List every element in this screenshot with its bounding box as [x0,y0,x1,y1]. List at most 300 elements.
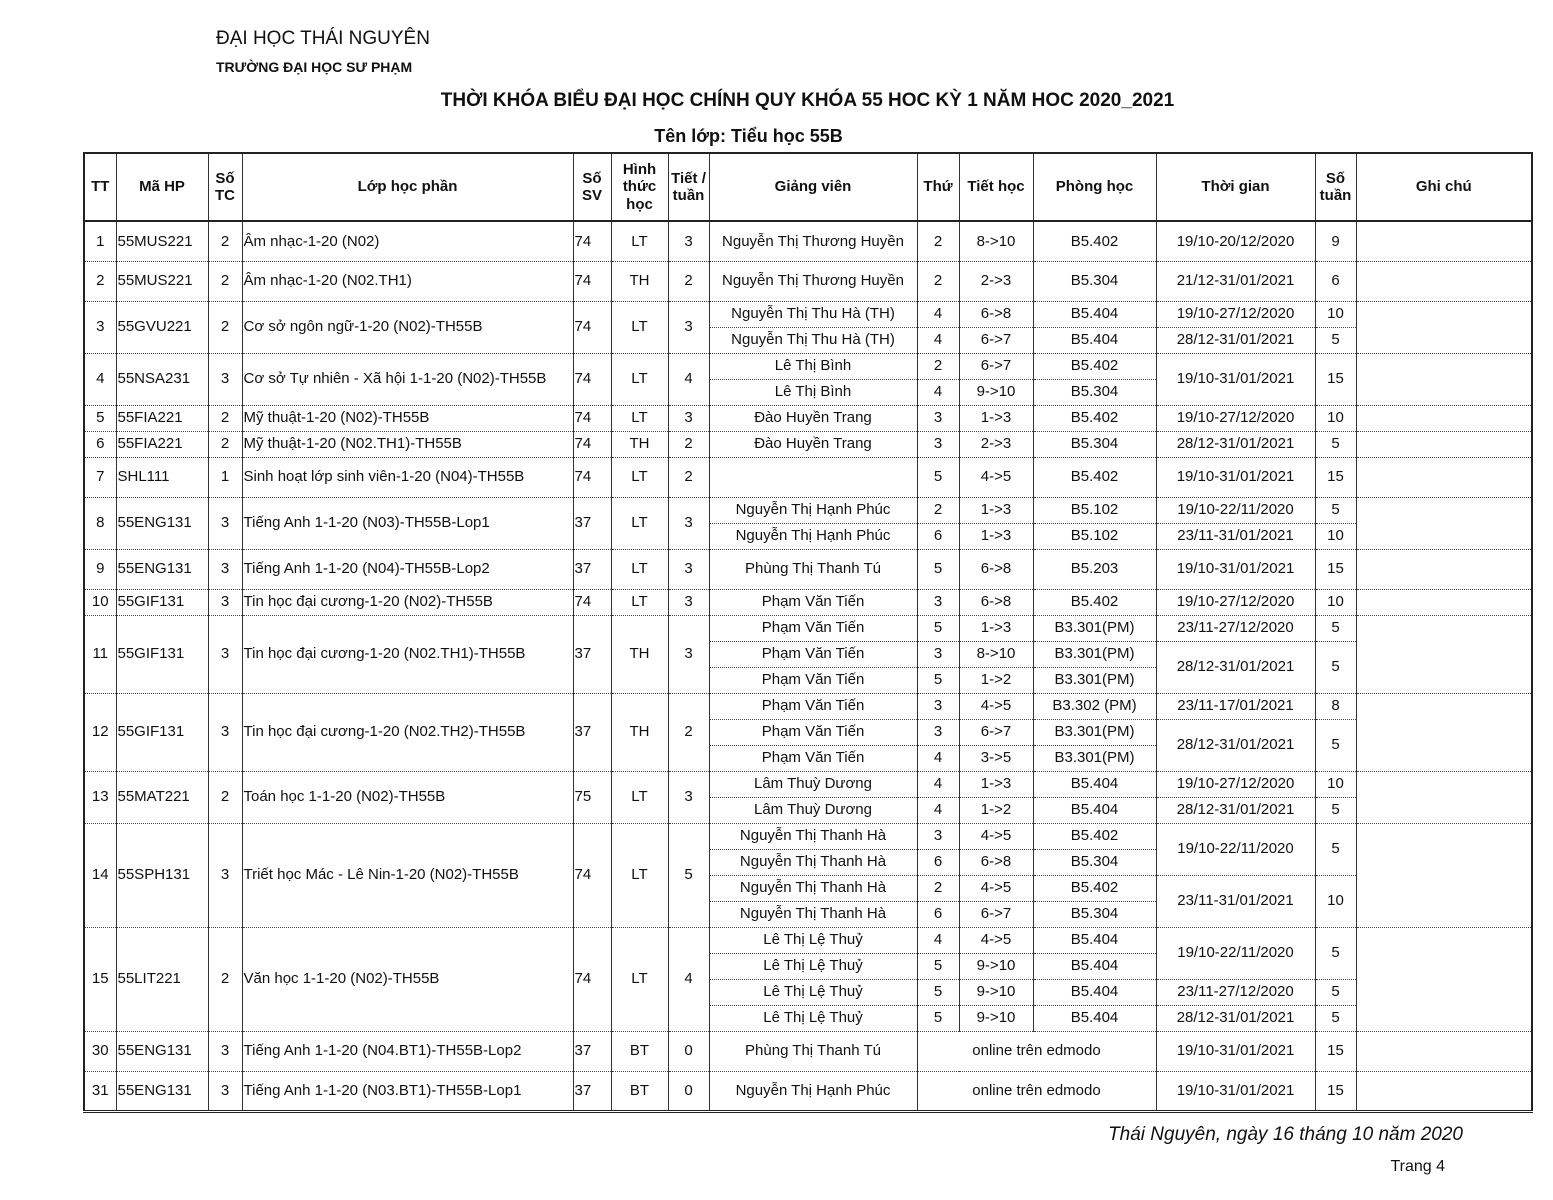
periods: 4->5 [959,927,1033,953]
periods: 6->7 [959,901,1033,927]
week-count: 5 [1315,641,1356,693]
notes-cell [1356,353,1532,405]
row-number: 5 [84,405,116,431]
study-form: LT [611,589,668,615]
duration: 28/12-31/01/2021 [1156,641,1315,693]
credits: 3 [208,1031,242,1071]
table-row [84,927,1532,953]
lecturer: Phùng Thị Thanh Tú [709,549,917,589]
duration: 19/10-22/11/2020 [1156,497,1315,523]
study-form: TH [611,431,668,457]
course-section: Toán học 1-1-20 (N02)-TH55B [242,771,573,823]
notes-cell [1356,927,1532,1031]
week-count: 15 [1315,353,1356,405]
lecturer: Phạm Văn Tiến [709,667,917,693]
row-number: 9 [84,549,116,589]
course-code: 55FIA221 [116,405,208,431]
col-course-code-header: Mã HP [116,153,208,221]
week-count: 15 [1315,1031,1356,1071]
row-number: 4 [84,353,116,405]
week-count: 5 [1315,1005,1356,1031]
row-number: 6 [84,431,116,457]
periods-per-week: 0 [668,1071,709,1111]
notes-cell [1356,405,1532,431]
row-number: 8 [84,497,116,549]
room: B5.402 [1033,589,1156,615]
duration: 19/10-27/12/2020 [1156,771,1315,797]
lecturer: Lê Thị Bình [709,379,917,405]
weekday: 2 [917,353,959,379]
col-students-header: Số SV [573,153,611,221]
duration: 19/10-20/12/2020 [1156,221,1315,261]
col-tt-header: TT [84,153,116,221]
course-code: 55GIF131 [116,589,208,615]
table-row [84,615,1532,641]
course-section: Âm nhạc-1-20 (N02.TH1) [242,261,573,301]
periods: 6->7 [959,719,1033,745]
lecturer: Đào Huyền Trang [709,405,917,431]
course-code: SHL111 [116,457,208,497]
duration: 23/11-27/12/2020 [1156,615,1315,641]
weekday: 5 [917,1005,959,1031]
room: B3.301(PM) [1033,745,1156,771]
room: B5.404 [1033,771,1156,797]
room: B5.304 [1033,431,1156,457]
weekday: 5 [917,615,959,641]
periods: 2->3 [959,261,1033,301]
timetable [83,152,1533,1113]
weekday: 3 [917,823,959,849]
course-code: 55SPH131 [116,823,208,927]
table-row [84,1031,1532,1071]
study-form: TH [611,615,668,693]
periods: 9->10 [959,979,1033,1005]
table-row [84,301,1532,327]
course-section: Triết học Mác - Lê Nin-1-20 (N02)-TH55B [242,823,573,927]
study-form: LT [611,353,668,405]
room: B5.102 [1033,497,1156,523]
periods: 6->8 [959,549,1033,589]
periods-per-week: 3 [668,497,709,549]
periods-per-week: 2 [668,457,709,497]
study-form: LT [611,301,668,353]
row-number: 14 [84,823,116,927]
course-section: Sinh hoạt lớp sinh viên-1-20 (N04)-TH55B [242,457,573,497]
periods: 9->10 [959,379,1033,405]
lecturer: Nguyễn Thị Thương Huyền [709,261,917,301]
notes-cell [1356,1031,1532,1071]
table-row [84,221,1532,261]
periods: 4->5 [959,875,1033,901]
lecturer: Nguyễn Thị Hạnh Phúc [709,1071,917,1111]
lecturer: Nguyễn Thị Thanh Hà [709,901,917,927]
room: B5.402 [1033,221,1156,261]
course-section: Tiếng Anh 1-1-20 (N04.BT1)-TH55B-Lop2 [242,1031,573,1071]
weekday: 4 [917,379,959,405]
weekday: 2 [917,875,959,901]
room: B5.404 [1033,927,1156,953]
room: B3.302 (PM) [1033,693,1156,719]
duration: 28/12-31/01/2021 [1156,327,1315,353]
study-form: LT [611,221,668,261]
col-periods-per-week-header: Tiết / tuần [668,153,709,221]
student-count: 74 [573,353,611,405]
duration: 23/11-17/01/2021 [1156,693,1315,719]
room: B3.301(PM) [1033,615,1156,641]
course-section: Mỹ thuật-1-20 (N02.TH1)-TH55B [242,431,573,457]
online-note: online trên edmodo [917,1071,1156,1111]
table-row [84,405,1532,431]
periods: 4->5 [959,823,1033,849]
room: B5.304 [1033,261,1156,301]
duration: 19/10-22/11/2020 [1156,823,1315,875]
lecturer: Nguyễn Thị Hạnh Phúc [709,523,917,549]
online-note: online trên edmodo [917,1031,1156,1071]
periods: 1->2 [959,797,1033,823]
course-code: 55FIA221 [116,431,208,457]
duration: 28/12-31/01/2021 [1156,797,1315,823]
weekday: 3 [917,405,959,431]
room: B3.301(PM) [1033,719,1156,745]
table-row [84,589,1532,615]
week-count: 15 [1315,549,1356,589]
periods: 6->7 [959,327,1033,353]
row-number: 7 [84,457,116,497]
lecturer: Đào Huyền Trang [709,431,917,457]
course-code: 55NSA231 [116,353,208,405]
student-count: 74 [573,261,611,301]
table-row [84,431,1532,457]
credits: 2 [208,771,242,823]
student-count: 37 [573,1031,611,1071]
col-weekday-header: Thứ [917,153,959,221]
credits: 3 [208,1071,242,1111]
week-count: 6 [1315,261,1356,301]
study-form: LT [611,457,668,497]
periods-per-week: 0 [668,1031,709,1071]
course-section: Tiếng Anh 1-1-20 (N03.BT1)-TH55B-Lop1 [242,1071,573,1111]
weekday: 4 [917,327,959,353]
week-count: 5 [1315,431,1356,457]
room: B5.404 [1033,301,1156,327]
lecturer: Nguyễn Thị Thu Hà (TH) [709,301,917,327]
student-count: 74 [573,301,611,353]
course-section: Cơ sở ngôn ngữ-1-20 (N02)-TH55B [242,301,573,353]
weekday: 2 [917,497,959,523]
periods-per-week: 5 [668,823,709,927]
lecturer: Lâm Thuỳ Dương [709,797,917,823]
periods-per-week: 4 [668,353,709,405]
weekday: 3 [917,641,959,667]
study-form: LT [611,497,668,549]
col-credits-header: Số TC [208,153,242,221]
duration: 19/10-31/01/2021 [1156,457,1315,497]
room: B5.304 [1033,849,1156,875]
weekday: 4 [917,745,959,771]
room: B5.404 [1033,1005,1156,1031]
page-number: Trang 4 [1390,1158,1445,1175]
weekday: 4 [917,301,959,327]
notes-cell [1356,301,1532,353]
duration: 23/11-31/01/2021 [1156,875,1315,927]
col-duration-header: Thời gian [1156,153,1315,221]
notes-cell [1356,497,1532,549]
periods-per-week: 3 [668,549,709,589]
lecturer: Lê Thị Lệ Thuỷ [709,1005,917,1031]
col-course-section-header: Lớp học phần [242,153,573,221]
duration: 28/12-31/01/2021 [1156,719,1315,771]
notes-cell [1356,261,1532,301]
weekday: 5 [917,549,959,589]
room: B5.304 [1033,901,1156,927]
periods: 8->10 [959,641,1033,667]
course-code: 55ENG131 [116,1071,208,1111]
credits: 2 [208,261,242,301]
periods: 8->10 [959,221,1033,261]
class-name: Tên lớp: Tiểu học 55B [654,126,843,146]
room: B3.301(PM) [1033,641,1156,667]
course-code: 55LIT221 [116,927,208,1031]
week-count: 5 [1315,615,1356,641]
col-notes-header: Ghi chú [1356,153,1532,221]
credits: 3 [208,549,242,589]
table-row [84,457,1532,497]
periods-per-week: 3 [668,589,709,615]
notes-cell [1356,693,1532,771]
student-count: 74 [573,431,611,457]
course-code: 55GIF131 [116,693,208,771]
lecturer: Phạm Văn Tiến [709,719,917,745]
week-count: 5 [1315,497,1356,523]
periods: 4->5 [959,693,1033,719]
weekday: 4 [917,797,959,823]
periods: 3->5 [959,745,1033,771]
student-count: 37 [573,497,611,549]
week-count: 5 [1315,979,1356,1005]
lecturer: Phạm Văn Tiến [709,589,917,615]
weekday: 4 [917,927,959,953]
row-number: 10 [84,589,116,615]
periods-per-week: 2 [668,431,709,457]
course-code: 55MAT221 [116,771,208,823]
col-weeks-header: Số tuần [1315,153,1356,221]
periods: 1->3 [959,405,1033,431]
weekday: 5 [917,979,959,1005]
course-code: 55MUS221 [116,261,208,301]
study-form: BT [611,1031,668,1071]
duration: 28/12-31/01/2021 [1156,1005,1315,1031]
student-count: 37 [573,549,611,589]
course-section: Tin học đại cương-1-20 (N02.TH2)-TH55B [242,693,573,771]
notes-cell [1356,771,1532,823]
table-row [84,1071,1532,1111]
course-code: 55ENG131 [116,1031,208,1071]
periods-per-week: 3 [668,615,709,693]
notes-cell [1356,549,1532,589]
week-count: 10 [1315,875,1356,927]
week-count: 9 [1315,221,1356,261]
notes-cell [1356,823,1532,927]
student-count: 37 [573,693,611,771]
course-code: 55GIF131 [116,615,208,693]
week-count: 10 [1315,405,1356,431]
notes-cell [1356,221,1532,261]
lecturer: Phạm Văn Tiến [709,615,917,641]
study-form: LT [611,771,668,823]
course-section: Tin học đại cương-1-20 (N02)-TH55B [242,589,573,615]
course-section: Tiếng Anh 1-1-20 (N03)-TH55B-Lop1 [242,497,573,549]
lecturer: Lê Thị Lệ Thuỷ [709,927,917,953]
week-count: 5 [1315,797,1356,823]
week-count: 10 [1315,589,1356,615]
periods: 6->8 [959,849,1033,875]
study-form: TH [611,693,668,771]
credits: 3 [208,353,242,405]
room: B5.404 [1033,797,1156,823]
row-number: 30 [84,1031,116,1071]
study-form: LT [611,549,668,589]
credits: 2 [208,405,242,431]
lecturer: Nguyễn Thị Thương Huyền [709,221,917,261]
credits: 3 [208,823,242,927]
duration: 19/10-31/01/2021 [1156,549,1315,589]
lecturer: Nguyễn Thị Thanh Hà [709,849,917,875]
weekday: 6 [917,901,959,927]
periods-per-week: 2 [668,261,709,301]
periods: 1->3 [959,771,1033,797]
room: B5.402 [1033,353,1156,379]
week-count: 15 [1315,1071,1356,1111]
credits: 2 [208,221,242,261]
duration: 21/12-31/01/2021 [1156,261,1315,301]
course-section: Mỹ thuật-1-20 (N02)-TH55B [242,405,573,431]
study-form: LT [611,823,668,927]
room: B5.402 [1033,457,1156,497]
periods: 6->8 [959,589,1033,615]
weekday: 3 [917,431,959,457]
duration: 23/11-27/12/2020 [1156,979,1315,1005]
course-section: Văn học 1-1-20 (N02)-TH55B [242,927,573,1031]
weekday: 6 [917,849,959,875]
weekday: 6 [917,523,959,549]
course-code: 55ENG131 [116,549,208,589]
student-count: 74 [573,823,611,927]
periods: 4->5 [959,457,1033,497]
duration: 19/10-31/01/2021 [1156,1071,1315,1111]
duration: 19/10-22/11/2020 [1156,927,1315,979]
table-row [84,497,1532,523]
room: B5.304 [1033,379,1156,405]
col-periods-header: Tiết học [959,153,1033,221]
periods-per-week: 3 [668,221,709,261]
place-date: Thái Nguyên, ngày 16 tháng 10 năm 2020 [1108,1124,1463,1145]
room: B5.402 [1033,823,1156,849]
col-lecturer-header: Giảng viên [709,153,917,221]
weekday: 3 [917,589,959,615]
table-row [84,693,1532,719]
row-number: 11 [84,615,116,693]
periods: 9->10 [959,1005,1033,1031]
duration: 19/10-31/01/2021 [1156,1031,1315,1071]
student-count: 74 [573,457,611,497]
periods-per-week: 3 [668,771,709,823]
periods: 6->8 [959,301,1033,327]
duration: 19/10-27/12/2020 [1156,405,1315,431]
course-code: 55MUS221 [116,221,208,261]
credits: 2 [208,927,242,1031]
course-section: Tin học đại cương-1-20 (N02.TH1)-TH55B [242,615,573,693]
weekday: 3 [917,693,959,719]
lecturer: Phùng Thị Thanh Tú [709,1031,917,1071]
student-count: 37 [573,615,611,693]
duration: 23/11-31/01/2021 [1156,523,1315,549]
row-number: 31 [84,1071,116,1111]
periods: 1->2 [959,667,1033,693]
table-row [84,353,1532,379]
periods: 9->10 [959,953,1033,979]
table-row [84,771,1532,797]
week-count: 5 [1315,327,1356,353]
lecturer: Phạm Văn Tiến [709,745,917,771]
periods: 1->3 [959,497,1033,523]
course-code: 55GVU221 [116,301,208,353]
notes-cell [1356,589,1532,615]
periods-per-week: 3 [668,301,709,353]
row-number: 15 [84,927,116,1031]
week-count: 10 [1315,301,1356,327]
credits: 3 [208,497,242,549]
week-count: 8 [1315,693,1356,719]
weekday: 5 [917,953,959,979]
weekday: 4 [917,771,959,797]
school-name: TRƯỜNG ĐẠI HỌC SƯ PHẠM [216,59,413,75]
periods: 2->3 [959,431,1033,457]
course-section: Âm nhạc-1-20 (N02) [242,221,573,261]
periods-per-week: 4 [668,927,709,1031]
weekday: 2 [917,261,959,301]
notes-cell [1356,457,1532,497]
credits: 2 [208,301,242,353]
periods: 1->3 [959,523,1033,549]
credits: 3 [208,693,242,771]
periods-per-week: 3 [668,405,709,431]
room: B5.404 [1033,953,1156,979]
credits: 3 [208,615,242,693]
student-count: 74 [573,589,611,615]
lecturer: Nguyễn Thị Hạnh Phúc [709,497,917,523]
week-count: 15 [1315,457,1356,497]
row-number: 12 [84,693,116,771]
row-number: 1 [84,221,116,261]
lecturer: Phạm Văn Tiến [709,641,917,667]
week-count: 5 [1315,927,1356,979]
room: B5.404 [1033,979,1156,1005]
lecturer: Nguyễn Thị Thanh Hà [709,875,917,901]
week-count: 5 [1315,823,1356,875]
student-count: 74 [573,405,611,431]
notes-cell [1356,431,1532,457]
periods: 1->3 [959,615,1033,641]
course-section: Cơ sở Tự nhiên - Xã hội 1-1-20 (N02)-TH55B [242,353,573,405]
room: B5.404 [1033,327,1156,353]
student-count: 37 [573,1071,611,1111]
row-number: 2 [84,261,116,301]
lecturer: Lê Thị Lệ Thuỷ [709,953,917,979]
table-row [84,549,1532,589]
table-row [84,261,1532,301]
lecturer: Lê Thị Bình [709,353,917,379]
lecturer: Nguyễn Thị Thanh Hà [709,823,917,849]
